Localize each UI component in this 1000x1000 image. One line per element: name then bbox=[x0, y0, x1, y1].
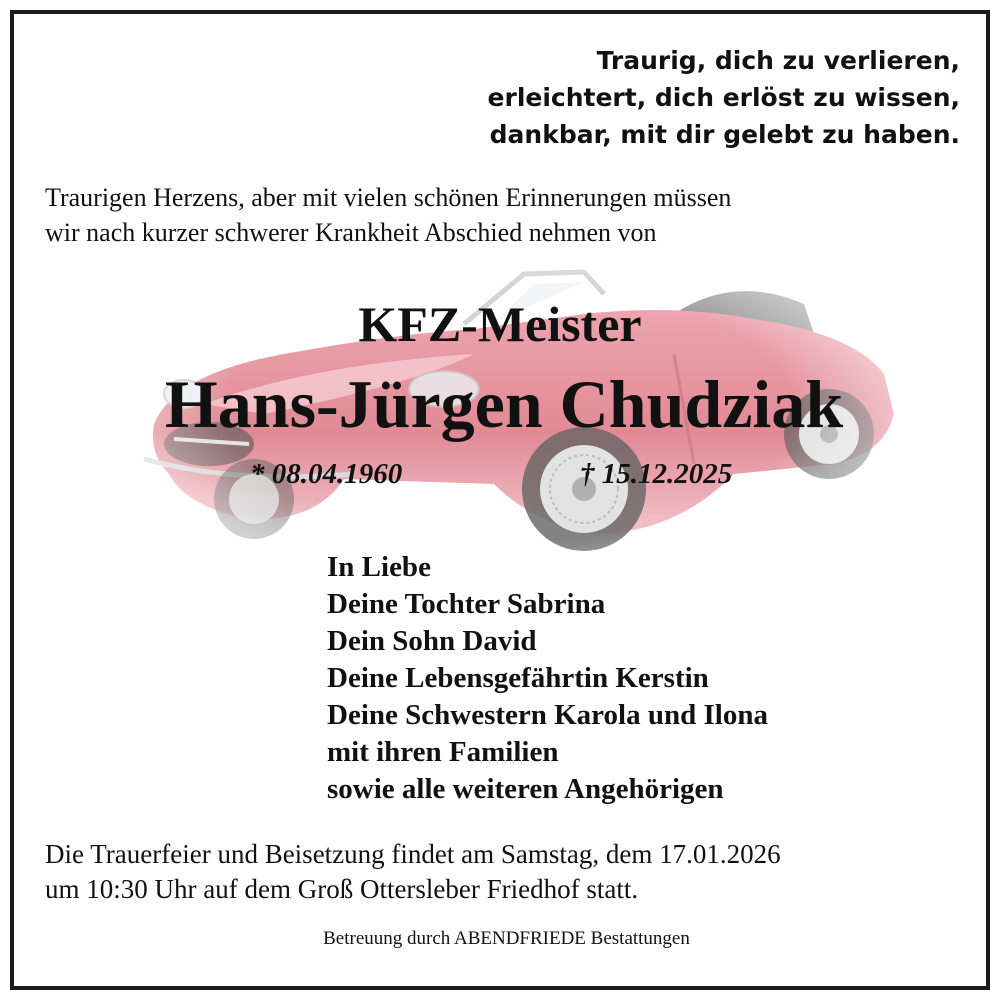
mourner-line: Dein Sohn David bbox=[327, 625, 537, 657]
obituary-frame bbox=[10, 10, 990, 990]
mourner-line: Deine Schwestern Karola und Ilona bbox=[327, 699, 768, 731]
deceased-name: Hans-Jürgen Chudziak bbox=[164, 366, 844, 442]
intro-line: wir nach kurzer schwerer Krankheit Abschied nehmen von bbox=[45, 218, 657, 247]
poem-line: Traurig, dich zu verlieren, bbox=[596, 46, 960, 75]
service-line: um 10:30 Uhr auf dem Groß Ottersleber Friedhof statt. bbox=[45, 874, 639, 904]
service-line: Die Trauerfeier und Beisetzung findet am Samstag, dem 17.01.2026 bbox=[45, 839, 781, 869]
poem-line: erleichtert, dich erlöst zu wissen, bbox=[487, 83, 960, 112]
birth-date: * 08.04.1960 bbox=[250, 458, 403, 490]
mourners-list bbox=[327, 549, 768, 808]
undertaker-credit: Betreuung durch ABENDFRIEDE Bestattungen bbox=[323, 928, 690, 949]
intro-line: Traurigen Herzens, aber mit vielen schönen Erinnerungen müssen bbox=[45, 183, 732, 212]
mourner-line: Deine Lebensgefährtin Kerstin bbox=[327, 662, 709, 694]
intro-text bbox=[45, 180, 731, 250]
mourner-line: mit ihren Familien bbox=[327, 736, 559, 768]
poem bbox=[488, 42, 960, 153]
mourner-line: sowie alle weiteren Angehörigen bbox=[327, 773, 724, 805]
mourner-line: In Liebe bbox=[327, 551, 431, 583]
deceased-title: KFZ-Meister bbox=[358, 296, 642, 352]
poem-line: dankbar, mit dir gelebt zu haben. bbox=[489, 120, 960, 149]
death-date: † 15.12.2025 bbox=[580, 458, 733, 490]
mourner-line: Deine Tochter Sabrina bbox=[327, 588, 606, 620]
service-info bbox=[45, 837, 781, 907]
